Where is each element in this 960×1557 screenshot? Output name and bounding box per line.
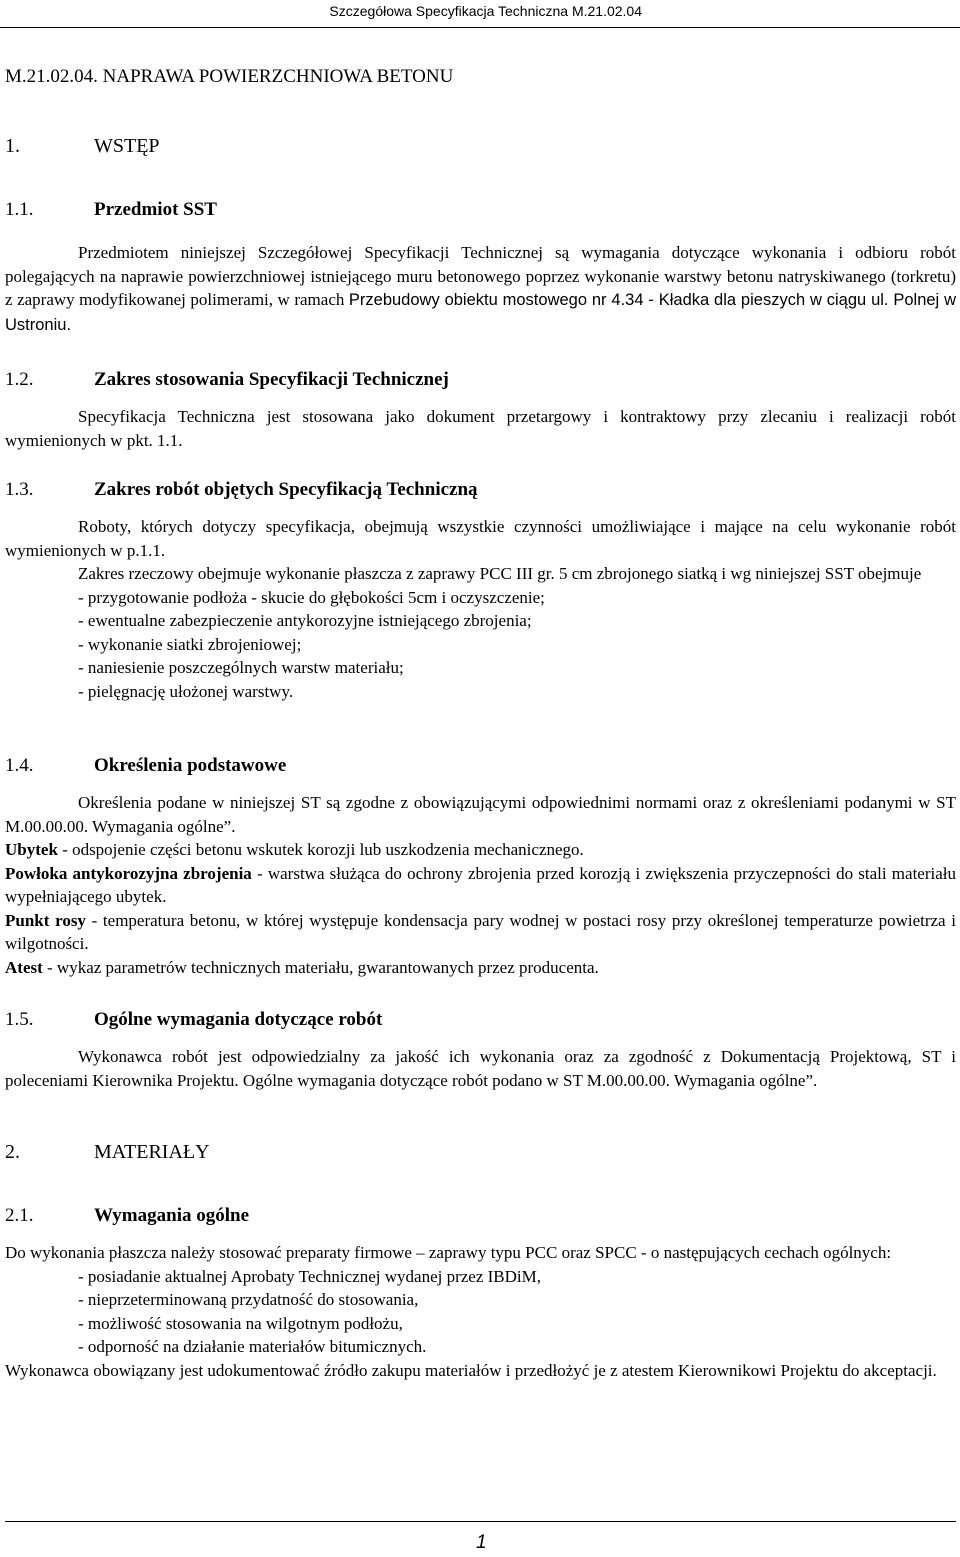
definition-term: Atest bbox=[5, 957, 43, 977]
section-1-1-heading bbox=[5, 198, 956, 222]
list-item: - możliwość stosowania na wilgotnym podłożu, bbox=[78, 1313, 403, 1333]
section-title: Zakres robót objętych Specyfikacją Techniczną bbox=[94, 479, 478, 500]
section-1-1-paragraph bbox=[5, 241, 956, 337]
list-item: - wykonanie siatki zbrojeniowej; bbox=[78, 634, 302, 654]
section-number: 1.4. bbox=[5, 755, 34, 776]
definition-text: - temperatura betonu, w której występuje kondensacja pary wodnej w postaci rosy przy określonej temperaturze powietrza i wilgotności. bbox=[5, 910, 956, 953]
definition-text: - odspojenie części betonu wskutek korozji lub uszkodzenia mechanicznego. bbox=[57, 840, 584, 859]
definition-text: - warstwa służąca do ochrony zbrojenia przed korozją i zwiększenia przyczepności do stali materiału wypełniającego ubytek. bbox=[5, 863, 956, 906]
list-item: - odporność na działanie materiałów bitumicznych. bbox=[78, 1337, 427, 1356]
section-1-3-body bbox=[5, 515, 956, 703]
document-title: M.21.02.04. NAPRAWA POWIERZCHNIOWA BETONU bbox=[5, 66, 454, 87]
section-1-4-paragraph: Określenia podane w niniejszej ST są zgodne z obowiązującymi odpowiednimi normami oraz z określeniami podanymi w ST M.00.00.00. Wymagania ogólne”. bbox=[5, 793, 956, 836]
list-item: - przygotowanie podłoża - skucie do głębokości 5cm i oczyszczenie; bbox=[78, 587, 545, 607]
section-number: 1. bbox=[5, 135, 20, 157]
section-number: 1.3. bbox=[5, 479, 34, 500]
section-title: Zakres stosowania Specyfikacji Technicznej bbox=[94, 369, 449, 390]
section-title: WSTĘP bbox=[94, 135, 160, 157]
section-1-4-heading bbox=[5, 754, 956, 778]
section-1-3-heading bbox=[5, 478, 956, 502]
footer-divider bbox=[5, 1521, 956, 1522]
section-number: 1.1. bbox=[5, 199, 34, 220]
section-2-heading bbox=[5, 1140, 956, 1164]
section-title: Ogólne wymagania dotyczące robót bbox=[94, 1009, 383, 1030]
paragraph-text: Przedmiotem niniejszej Szczegółowej Specyfikacji Technicznej są wymagania dotyczące wykonania i odbioru robót polegających na naprawie powierzchniowej istniejącego muru betonowego poprzez wykonanie warstwy betonu natryskiwanego (torkretu) z zaprawy modyfikowanej polimerami, w ramach bbox=[5, 243, 956, 309]
section-2-1-heading bbox=[5, 1204, 956, 1228]
section-2-1-body bbox=[5, 1241, 956, 1382]
list-item: - pielęgnację ułożonej warstwy. bbox=[78, 681, 294, 701]
definition-item bbox=[5, 956, 956, 980]
section-number: 2.1. bbox=[5, 1205, 34, 1226]
definition-term: Ubytek bbox=[5, 840, 58, 859]
section-2-1-paragraph-1: Do wykonania płaszcza należy stosować preparaty firmowe – zaprawy typu PCC oraz SPCC - o następujących cechach ogólnych: bbox=[5, 1243, 892, 1262]
list-item: - posiadanie aktualnej Aprobaty Technicznej wydanej przez IBDiM, bbox=[78, 1266, 542, 1286]
section-title: Wymagania ogólne bbox=[94, 1205, 249, 1226]
list-item: - ewentualne zabezpieczenie antykorozyjne istniejącego zbrojenia; bbox=[78, 611, 532, 630]
running-header-title: Szczegółowa Specyfikacja Techniczna M.21.02.04 bbox=[329, 3, 642, 19]
section-1-2-paragraph: Specyfikacja Techniczna jest stosowana jako dokument przetargowy i kontraktowy przy zlecaniu i realizacji robót wymienionych w pkt. 1.1. bbox=[5, 407, 956, 450]
section-1-3-paragraph-1: Roboty, których dotyczy specyfikacja, obejmują wszystkie czynności umożliwiające i mające na celu wykonanie robót wymienionych w p.1.1. bbox=[5, 517, 956, 560]
section-title: MATERIAŁY bbox=[94, 1141, 210, 1163]
section-1-4-body bbox=[5, 791, 956, 979]
definition-item bbox=[5, 862, 956, 909]
section-2-1-paragraph-2: Wykonawca obowiązany jest udokumentować źródło zakupu materiałów i przedłożyć je z atestem Kierownikowi Projektu do akceptacji. bbox=[5, 1360, 937, 1380]
section-title: Przedmiot SST bbox=[94, 199, 217, 220]
section-title: Określenia podstawowe bbox=[94, 755, 287, 776]
list-item: - naniesienie poszczególnych warstw materiału; bbox=[78, 658, 404, 677]
section-number: 2. bbox=[5, 1141, 20, 1163]
section-1-5-heading bbox=[5, 1008, 956, 1032]
materials-requirements-list bbox=[5, 1265, 956, 1359]
definition-term: Punkt rosy bbox=[5, 910, 86, 930]
section-1-3-paragraph-2: Zakres rzeczowy obejmuje wykonanie płaszcza z zaprawy PCC III gr. 5 cm zbrojonego siatką i wg niniejszej SST obejmuje bbox=[78, 564, 922, 583]
section-1-5-paragraph: Wykonawca robót jest odpowiedzialny za jakość ich wykonania oraz za zgodność z Dokumentacją Projektową, ST i poleceniami Kierownika Projektu. Ogólne wymagania dotyczące robót podano w ST M.00.00.00. Wymagania ogólne”. bbox=[5, 1047, 956, 1090]
definition-text: - wykaz parametrów technicznych materiału, gwarantowanych przez producenta. bbox=[42, 957, 599, 977]
section-number: 1.2. bbox=[5, 369, 34, 390]
page-header bbox=[0, 0, 960, 28]
section-1-heading bbox=[5, 134, 956, 158]
section-number: 1.5. bbox=[5, 1009, 34, 1030]
page-number: 1 bbox=[476, 1532, 487, 1553]
section-1-2-heading bbox=[5, 368, 956, 392]
list-item: - nieprzeterminowaną przydatność do stosowania, bbox=[78, 1290, 419, 1309]
definition-term: Powłoka antykorozyjna zbrojenia bbox=[5, 863, 252, 883]
definition-item bbox=[5, 838, 956, 862]
works-scope-list bbox=[5, 586, 956, 704]
definition-item bbox=[5, 909, 956, 956]
paragraph-project-name: Przebudowy obiektu mostowego nr 4.34 - Kładka dla pieszych w ciągu ul. Polnej w Ustroniu. bbox=[5, 291, 956, 334]
